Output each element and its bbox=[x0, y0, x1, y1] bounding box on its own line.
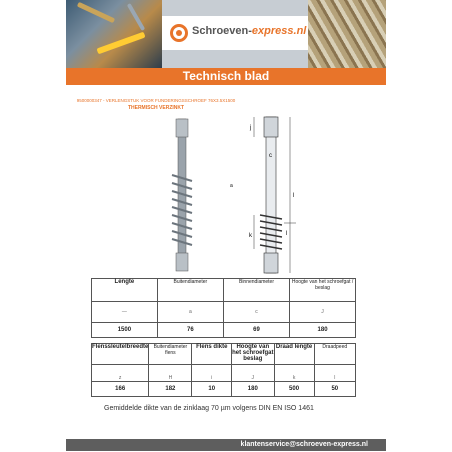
table-symbol: z bbox=[92, 365, 149, 382]
table-header: Hoogte van het schroefgat / beslag bbox=[290, 279, 356, 302]
table-value: 1500 bbox=[92, 323, 158, 338]
dim-length-label: l bbox=[293, 193, 295, 199]
logo-icon bbox=[170, 24, 188, 42]
dim-l-label: l bbox=[286, 231, 288, 237]
zinc-coating-note: Gemiddelde dikte van de zinklaag 70 µm volgens DIN EN ISO 1461 bbox=[104, 405, 314, 412]
table-value: 10 bbox=[192, 382, 232, 397]
header-banner bbox=[66, 0, 386, 68]
rod-elevation bbox=[172, 119, 192, 271]
table-symbol: — bbox=[92, 302, 158, 323]
table-header: Flens dikte bbox=[192, 344, 232, 365]
table-header: Lengte bbox=[92, 279, 158, 302]
spec-table-1 bbox=[91, 278, 356, 338]
footer-bar bbox=[66, 439, 386, 451]
dim-j-label: j bbox=[250, 125, 252, 131]
table-header: Buitendiameter flens bbox=[149, 344, 192, 365]
table-value: 180 bbox=[232, 382, 274, 397]
table-header: Flenssleutelbreedte bbox=[92, 344, 149, 365]
table-value: 166 bbox=[92, 382, 149, 397]
table-value: 182 bbox=[149, 382, 192, 397]
dim-a-label: a bbox=[230, 183, 233, 189]
table-symbol: c bbox=[223, 302, 289, 323]
dim-k-label: k bbox=[249, 233, 252, 239]
table-value: 69 bbox=[223, 323, 289, 338]
table-header: Hoogte van het schroefgat beslag bbox=[232, 344, 274, 365]
page-title-bar bbox=[66, 68, 386, 85]
table-symbol: a bbox=[157, 302, 223, 323]
screws-photo bbox=[308, 0, 386, 68]
table-value: 180 bbox=[290, 323, 356, 338]
logo[interactable] bbox=[162, 16, 308, 50]
table-symbol: J bbox=[290, 302, 356, 323]
logo-text: Schroeven-express.nl bbox=[192, 25, 307, 37]
table-symbol: k bbox=[274, 365, 314, 382]
article-finish: THERMISCH VERZINKT bbox=[127, 105, 185, 111]
footer-email-link[interactable]: klantenservice@schroeven-express.nl bbox=[240, 441, 368, 448]
article-code: 9500000347 - VERLENGSTUK VOOR FUNDERINGSSCHROEF 76X3.5X1500 bbox=[76, 98, 236, 103]
table-symbol: H bbox=[149, 365, 192, 382]
table-value: 500 bbox=[274, 382, 314, 397]
rod-dimension-drawing bbox=[230, 117, 296, 273]
table-header: Buitendiameter bbox=[157, 279, 223, 302]
table-symbol: i bbox=[192, 365, 232, 382]
page-title: Technisch blad bbox=[182, 69, 270, 83]
table-header: Binnendiameter bbox=[223, 279, 289, 302]
table-header: Draad lengte bbox=[274, 344, 314, 365]
spec-table-2 bbox=[91, 343, 356, 397]
table-value: 50 bbox=[314, 382, 355, 397]
technical-drawing bbox=[150, 115, 320, 275]
table-symbol: J bbox=[232, 365, 274, 382]
table-symbol: l bbox=[314, 365, 355, 382]
table-value: 76 bbox=[157, 323, 223, 338]
table-header: Draadpeed bbox=[314, 344, 355, 365]
tools-photo bbox=[66, 0, 162, 68]
dim-c-label: c bbox=[269, 153, 272, 159]
